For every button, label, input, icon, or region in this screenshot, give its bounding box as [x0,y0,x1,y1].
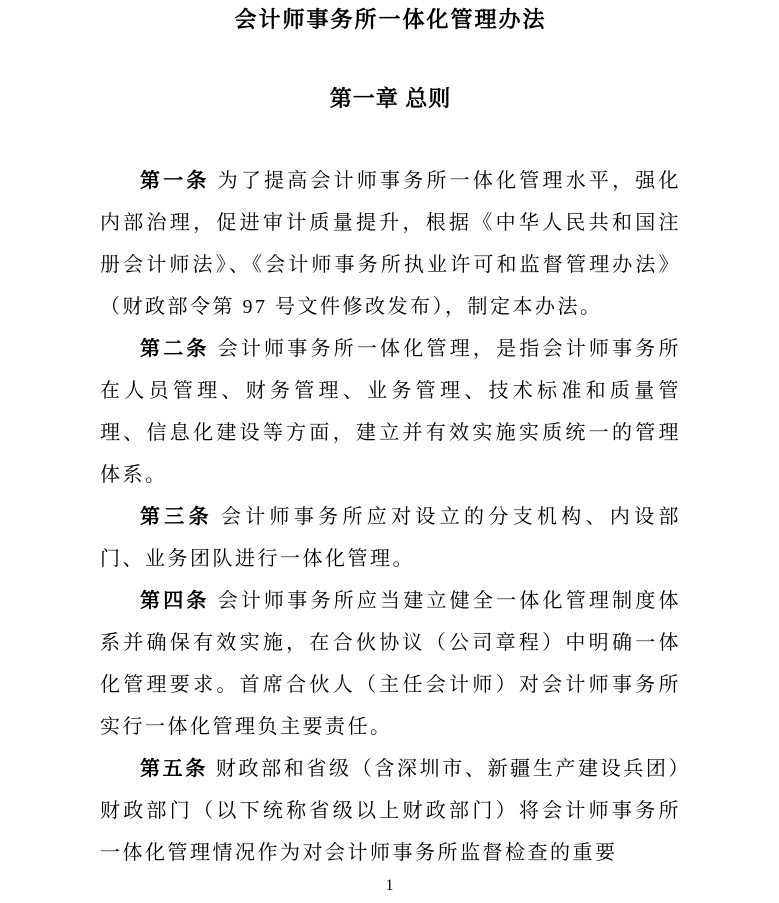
article-1-text: 为了提高会计师事务所一体化管理水平，强化内部治理，促进审计质量提升，根据《中华人民共和国注册会计师法》、《会计师事务所执业许可和监督管理办法》（财政部令第 97 号文件修改发布），制定本办法。 [100,170,682,318]
page-number: 1 [385,877,394,894]
article-2-label: 第二条 [140,338,210,360]
document-title: 会计师事务所一体化管理办法 [234,7,547,32]
document-body [100,160,681,874]
article-3-label: 第三条 [140,506,213,528]
article-3-text: 会计师事务所应对设立的分支机构、内设部门、业务团队进行一体化管理。 [100,506,682,570]
paragraph-article-1 [100,160,681,328]
chapter-heading: 第一章 总则 [329,86,452,111]
article-1-label: 第一条 [140,170,210,192]
article-5-text: 财政部和省级（含深圳市、新疆生产建设兵团）财政部门（以下统称省级以上财政部门）将会计师事务所一体化管理情况作为对会计师事务所监督检查的重要 [100,758,682,864]
article-4-text: 会计师事务所应当建立健全一体化管理制度体系并确保有效实施，在合伙协议（公司章程）中明确一体化管理要求。首席合伙人（主任会计师）对会计师事务所实行一体化管理负主要责任。 [100,590,682,738]
paragraph-article-4 [100,580,681,748]
paragraph-article-5 [100,748,681,874]
article-4-label: 第四条 [140,590,210,612]
paragraph-article-2 [100,328,681,496]
article-5-label: 第五条 [140,758,208,780]
paragraph-article-3 [100,496,681,580]
article-2-text: 会计师事务所一体化管理，是指会计师事务所在人员管理、财务管理、业务管理、技术标准和质量管理、信息化建设等方面，建立并有效实施实质统一的管理体系。 [100,338,682,486]
